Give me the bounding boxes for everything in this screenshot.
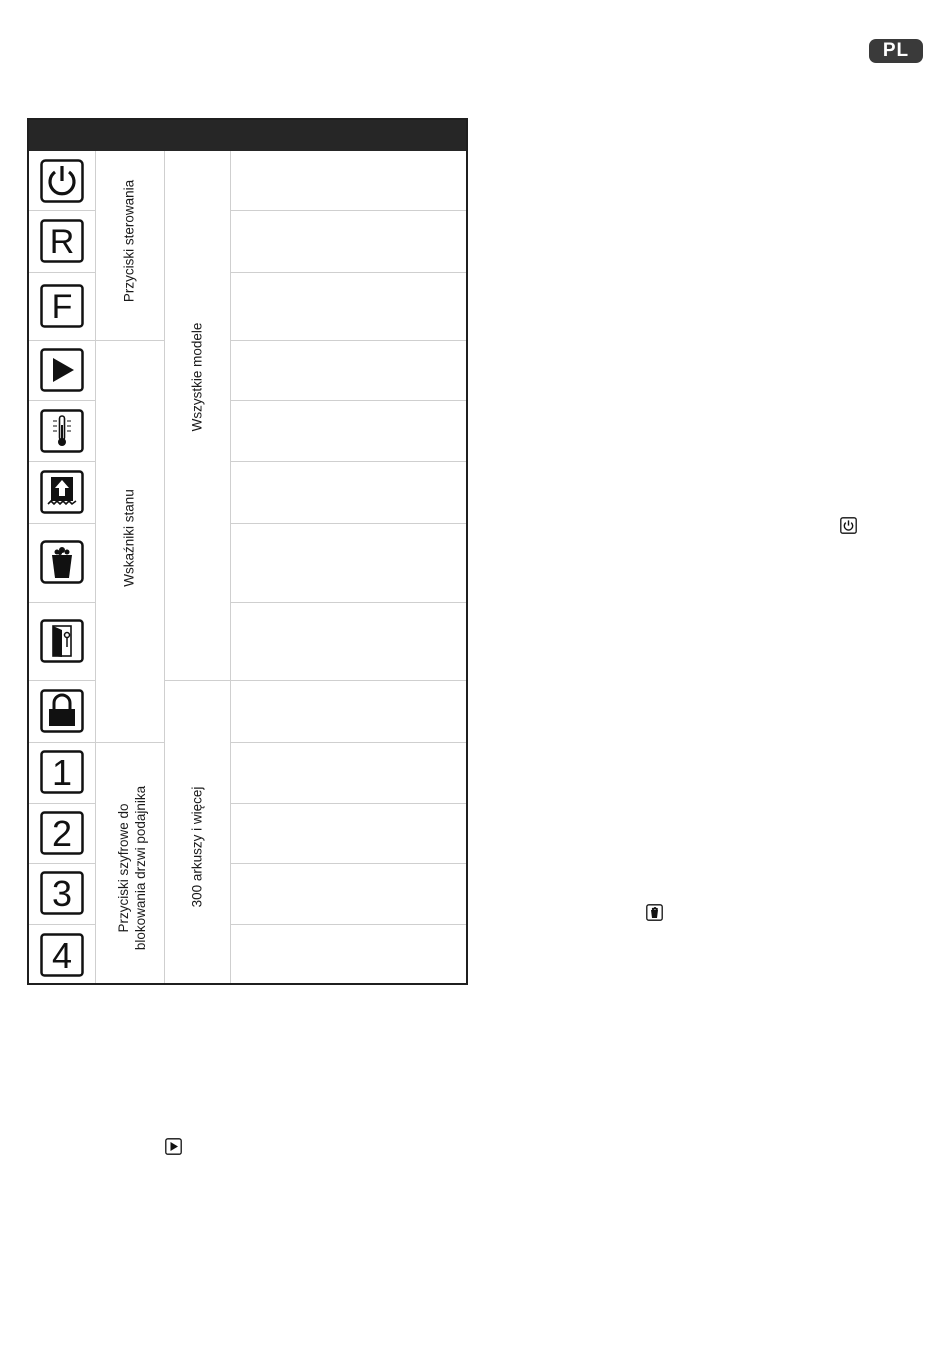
group-label-status-indicators: Wskaźniki stanu: [121, 489, 137, 587]
bin-icon: [40, 540, 84, 584]
play-icon: [40, 348, 84, 392]
group-label-code-buttons-line1: Przyciski szyfrowe do: [116, 803, 131, 933]
column-divider: [95, 151, 96, 983]
row-divider: [230, 924, 466, 925]
row-divider: [29, 272, 95, 273]
row-divider: [230, 602, 466, 603]
row-divider: [29, 602, 95, 603]
row-divider: [230, 863, 466, 864]
svg-text:F: F: [51, 288, 73, 326]
row-divider: [29, 461, 95, 462]
svg-text:1: 1: [51, 752, 73, 793]
forward-f-icon: [40, 284, 84, 328]
row-divider: [230, 742, 466, 743]
lock-icon: [40, 689, 84, 733]
power-icon: [40, 159, 84, 203]
bin-icon: [646, 904, 663, 921]
group-label-code-buttons-line2: blokowania drzwi podajnika: [133, 785, 148, 951]
reset-r-icon: [40, 219, 84, 263]
row-divider: [29, 924, 95, 925]
svg-text:4: 4: [51, 935, 73, 976]
group-label-control-buttons: Przyciski sterowania: [121, 179, 137, 303]
play-icon: [165, 1138, 182, 1155]
digit-4-icon: [40, 933, 84, 977]
row-divider: [29, 400, 95, 401]
row-divider: [230, 803, 466, 804]
row-divider: [230, 210, 466, 211]
feeder-icon: [40, 470, 84, 514]
digit-3-icon: [40, 871, 84, 915]
thermometer-icon: [40, 409, 84, 453]
row-divider: [29, 742, 164, 743]
row-divider: [29, 680, 95, 681]
door-icon: [40, 619, 84, 663]
column-divider: [230, 151, 231, 983]
row-divider: [29, 523, 95, 524]
svg-text:3: 3: [51, 873, 73, 914]
model-label-all-models: Wszystkie modele: [189, 322, 205, 432]
row-divider: [29, 210, 95, 211]
row-divider: [230, 340, 466, 341]
svg-text:2: 2: [51, 813, 73, 854]
language-badge: PL: [869, 39, 923, 63]
row-divider: [29, 863, 95, 864]
svg-text:R: R: [49, 223, 75, 261]
digit-1-icon: [40, 750, 84, 794]
controls-table: [27, 118, 468, 985]
table-header-bar: [29, 120, 466, 151]
model-label-300-sheets: 300 arkuszy i więcej: [189, 786, 205, 908]
row-divider: [164, 680, 230, 681]
row-divider: [29, 340, 164, 341]
row-divider: [29, 803, 95, 804]
digit-2-icon: [40, 811, 84, 855]
column-divider: [164, 151, 165, 983]
row-divider: [230, 461, 466, 462]
row-divider: [230, 523, 466, 524]
row-divider: [230, 680, 466, 681]
power-icon: [840, 517, 857, 534]
row-divider: [230, 400, 466, 401]
group-label-code-buttons: [115, 786, 149, 950]
row-divider: [230, 272, 466, 273]
